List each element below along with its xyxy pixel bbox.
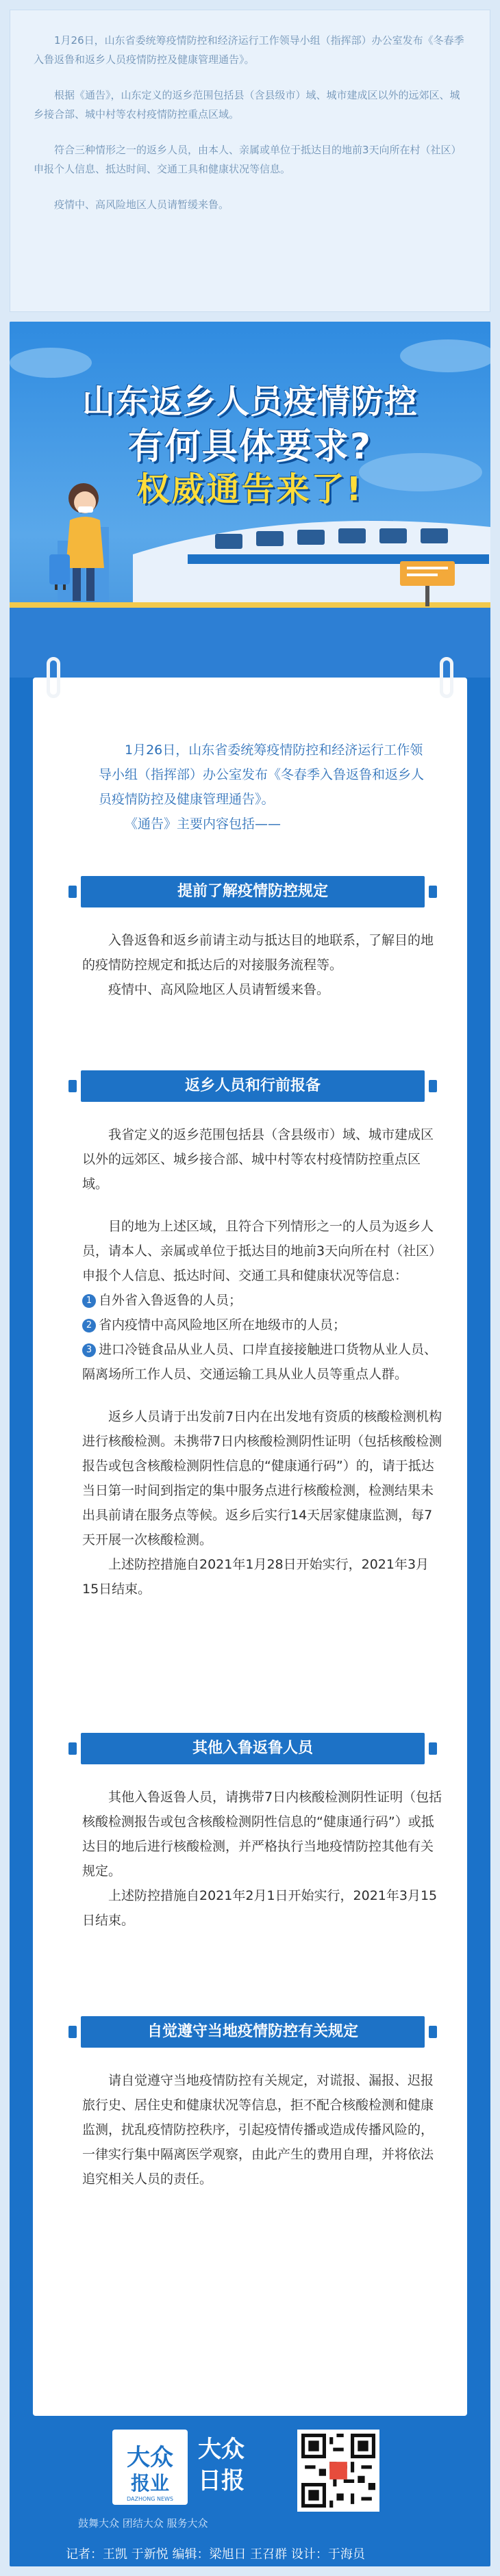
logo-text-top: 大众 bbox=[127, 2444, 173, 2471]
intro-paragraph: 1月26日，山东省委统筹疫情防控和经济运行工作领导小组（指挥部）办公室发布《冬春季入鲁返鲁和返乡人员疫情防控及健康管理通告》。 bbox=[99, 743, 425, 807]
content-card bbox=[33, 678, 467, 2416]
section-paragraph: 请自觉遵守当地疫情防控有关规定，对谎报、漏报、迟报旅行史、居住史和健康状况等信息，拒不配合核酸检测和健康监测，扰乱疫情防控秩序，引起疫情传播或造成传播风险的，一律实行集中隔离医学观察，由此产生的费用自理，并将依法追究相关人员的责任。 bbox=[82, 2073, 434, 2187]
section-body bbox=[82, 928, 444, 1002]
footer-slogan: 鼓舞大众 团结大众 服务大众 bbox=[78, 2517, 208, 2529]
number-badge: 2 bbox=[82, 1319, 96, 1332]
binder-ring-icon bbox=[47, 657, 60, 698]
number-badge: 3 bbox=[82, 1343, 96, 1357]
section-paragraph: 上述防控措施自2021年2月1日开始实行，2021年3月15日结束。 bbox=[82, 1888, 438, 1928]
section-title: 返乡人员和行前报备 bbox=[81, 1070, 425, 1102]
section-paragraph: 上述防控措施自2021年1月28日开始实行，2021年3月15日结束。 bbox=[82, 1557, 429, 1597]
section-title: 自觉遵守当地疫情防控有关规定 bbox=[81, 2016, 425, 2048]
poster-footer bbox=[10, 2430, 490, 2566]
article-abstract bbox=[10, 10, 490, 312]
intro-paragraph: 《通告》主要内容包括—— bbox=[125, 816, 282, 832]
footer-credits: 记者：王凯 于新悦 编辑：梁旭日 王召群 设计：于海员 bbox=[66, 2547, 365, 2562]
number-badge: 1 bbox=[82, 1294, 96, 1308]
abstract-paragraph: 1月26日，山东省委统筹疫情防控和经济运行工作领导小组（指挥部）办公室发布《冬春季入鲁返鲁和返乡人员疫情防控及健康管理通告》。 bbox=[34, 34, 464, 66]
list-item-text: 进口冷链食品从业人员、口岸直接接触进口货物从业人员、隔离场所工作人员、交通运输工具从业人员等重点人群。 bbox=[82, 1342, 438, 1382]
section-body bbox=[82, 1785, 444, 1933]
abstract-paragraph: 疫情中、高风险地区人员请暂缓来鲁。 bbox=[54, 198, 229, 211]
section-title: 其他入鲁返鲁人员 bbox=[81, 1733, 425, 1764]
poster-headline-line1: 山东返乡人员疫情防控 bbox=[82, 383, 418, 421]
brand-line2: 日报 bbox=[198, 2467, 245, 2495]
section-paragraph: 返乡人员请于出发前7日内在出发地有资质的核酸检测机构进行核酸检测。未携带7日内核酸检测阴性证明（包括核酸检测报告或包含核酸检测阴性信息的“健康通行码”）的，请于抵达当日第一时间到指定的集中服务点进行核酸检测，检测结果未出具前请在服务点等候。返乡后实行14天居家健康监测，每7天开展一次核酸检测。 bbox=[82, 1409, 442, 1547]
section-body bbox=[82, 2068, 444, 2191]
binder-ring-icon bbox=[440, 657, 453, 698]
section-title: 提前了解疫情防控规定 bbox=[81, 876, 425, 907]
section-body bbox=[82, 1122, 444, 1601]
section-paragraph: 我省定义的返乡范围包括县（含县级市）域、城市建成区以外的远郊区、城乡接合部、城中村等农村疫情防控重点区域。 bbox=[82, 1127, 434, 1192]
poster-headline-line2: 有何具体要求? bbox=[127, 426, 373, 467]
logo-text-bottom: 报业 bbox=[130, 2472, 170, 2495]
section-paragraph: 入鲁返鲁和返乡前请主动与抵达目的地联系，了解目的地的疫情防控规定和抵达后的对接服务流程等。 bbox=[82, 933, 434, 973]
intro-text bbox=[99, 738, 427, 836]
list-item bbox=[82, 1288, 444, 1313]
newspaper-brand bbox=[198, 2434, 245, 2497]
list-item bbox=[82, 1313, 444, 1337]
list-item bbox=[82, 1337, 444, 1387]
info-poster bbox=[10, 322, 490, 2566]
dazhong-logo-icon bbox=[112, 2430, 188, 2505]
qr-code-icon[interactable] bbox=[297, 2430, 379, 2512]
list-item-text: 自外省入鲁返鲁的人员； bbox=[99, 1293, 242, 1308]
section-paragraph: 疫情中、高风险地区人员请暂缓来鲁。 bbox=[108, 982, 330, 997]
poster-headline-line3: 权威通告来了! bbox=[136, 470, 364, 508]
logo-subtext: DAZHONG NEWS bbox=[126, 2496, 174, 2502]
section-paragraph: 其他入鲁返鲁人员，请携带7日内核酸检测阴性证明（包括核酸检测报告或包含核酸检测阴性信息的“健康通行码”）或抵达目的地后进行核酸检测，并严格执行当地疫情防控其他有关规定。 bbox=[82, 1790, 442, 1879]
list-item-text: 省内疫情中高风险地区所在地级市的人员； bbox=[99, 1317, 347, 1332]
abstract-paragraph: 根据《通告》，山东定义的返乡范围包括县（含县级市）域、城市建成区以外的远郊区、城乡接合部、城中村等农村疫情防控重点区域。 bbox=[34, 89, 460, 120]
brand-line1: 大众 bbox=[198, 2436, 245, 2463]
section-paragraph: 目的地为上述区域，且符合下列情形之一的人员为返乡人员，请本人、亲属或单位于抵达目的地前3天向所在村（社区）申报个人信息、抵达时间、交通工具和健康状况等信息： bbox=[82, 1219, 442, 1283]
abstract-paragraph: 符合三种情形之一的返乡人员，由本人、亲属或单位于抵达目的地前3天向所在村（社区）申报个人信息、抵达时间、交通工具和健康状况等信息。 bbox=[34, 144, 462, 175]
